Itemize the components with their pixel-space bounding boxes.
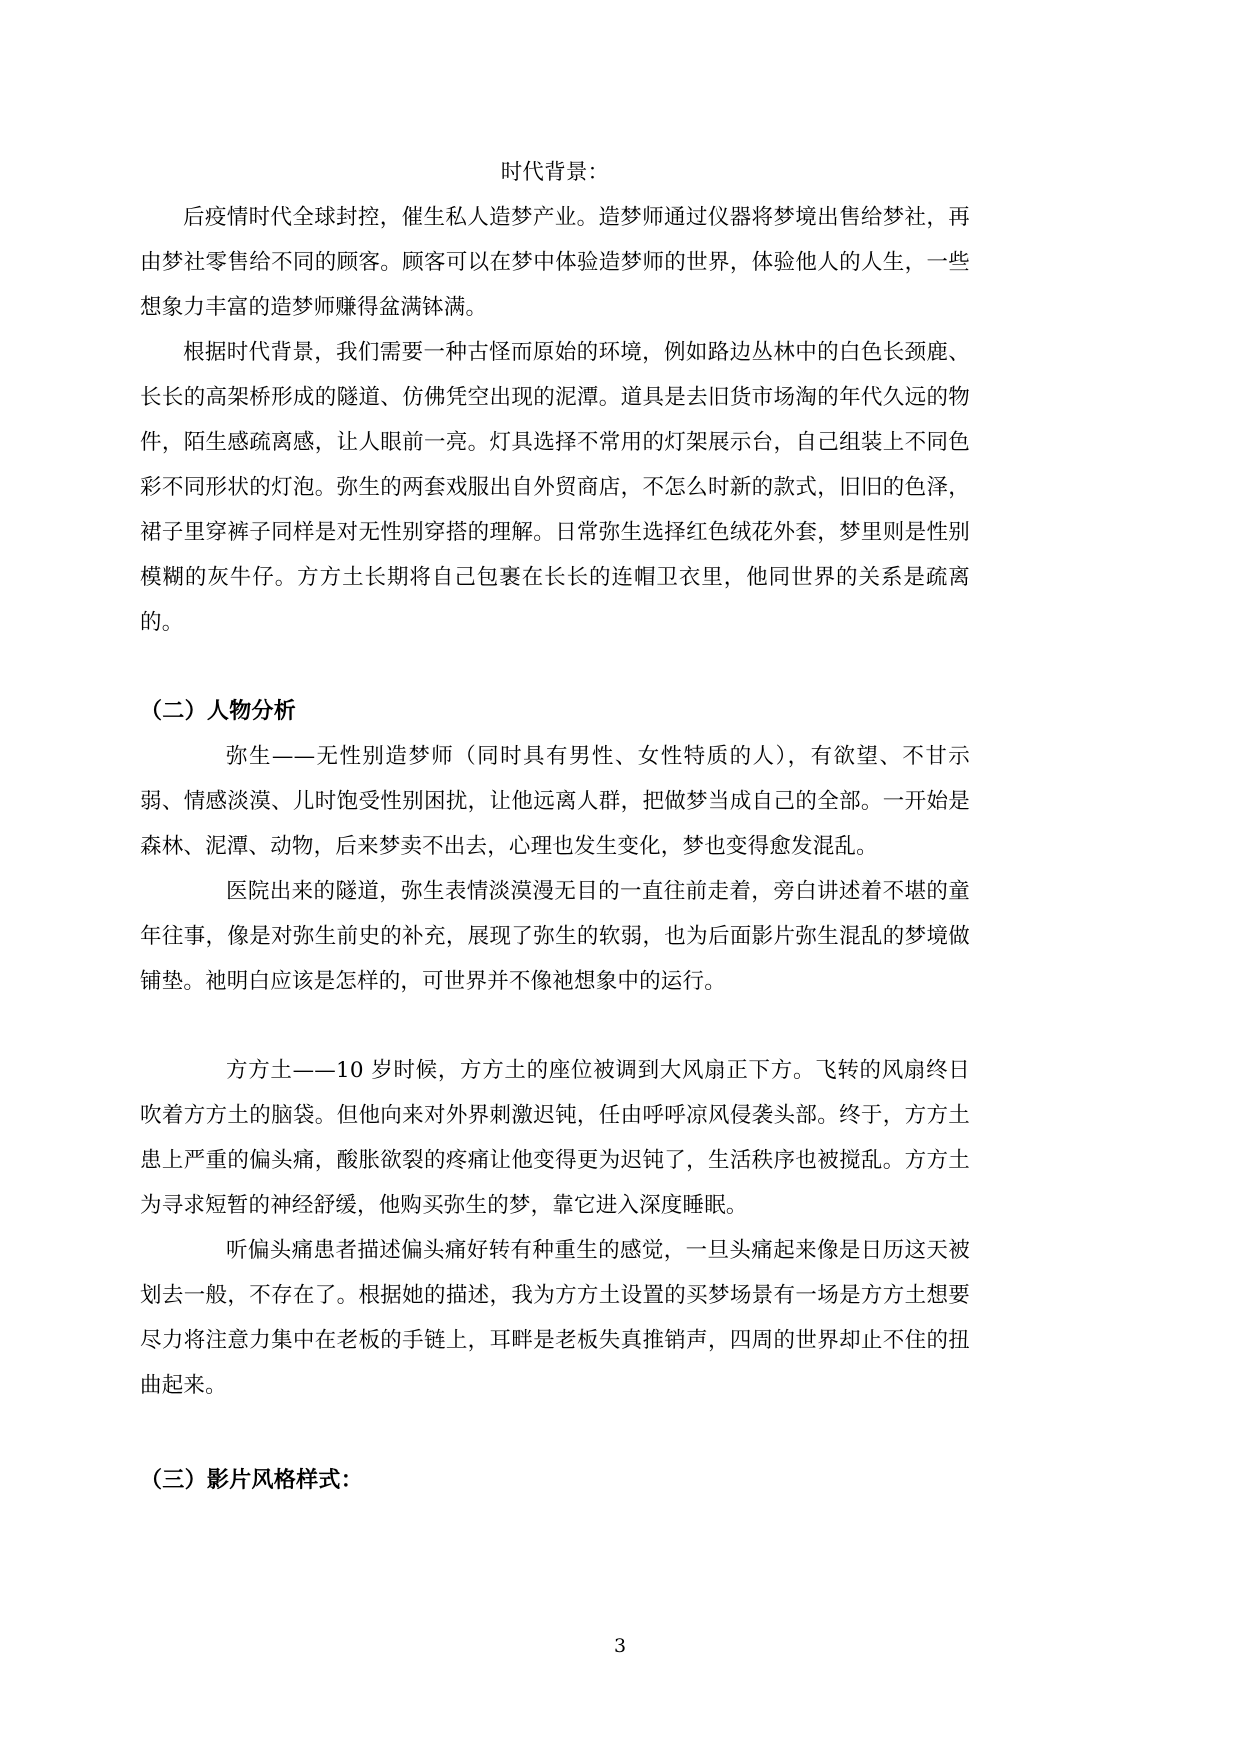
spacer-between-characters [140,1004,970,1048]
character-analysis-heading-block [140,689,970,734]
era-background-paragraph-1: 后疫情时代全球封控，催生私人造梦产业。造梦师通过仪器将梦境出售给梦社，再由梦社零售给不同的顾客。顾客可以在梦中体验造梦师的世界，体验他人的人生，一些想象力丰富的造梦师赚得盆满钵满。 [140,205,970,320]
era-background-paragraph-2: 根据时代背景，我们需要一种古怪而原始的环境，例如路边丛林中的白色长颈鹿、长长的高架桥形成的隧道、仿佛凭空出现的泥潭。道具是去旧货市场淘的年代久远的物件，陌生感疏离感，让人眼前一亮。灯具选择不常用的灯架展示台，自己组装上不同色彩不同形状的灯泡。弥生的两套戏服出自外贸商店，不怎么时新的款式，旧旧的色泽，裙子里穿裤子同样是对无性别穿搭的理解。日常弥生选择红色绒花外套，梦里则是性别模糊的灰牛仔。方方土长期将自己包裹在长长的连帽卫衣里，他同世界的关系是疏离的。 [140,340,970,635]
character-fangfangtu-paragraph-1: 方方土——10 岁时候，方方土的座位被调到大风扇正下方。飞转的风扇终日吹着方方土的脑袋。但他向来对外界刺激迟钝，任由呼呼凉风侵袭头部。终于，方方土患上严重的偏头痛，酸胀欲裂的疼痛让他变得更为迟钝了，生活秩序也被搅乱。方方土为寻求短暂的神经舒缓，他购买弥生的梦，靠它进入深度睡眠。 [140,1058,970,1218]
spacer-before-film-style-heading [140,1408,970,1458]
document-body [140,150,970,1503]
page-number: 3 [613,1635,627,1657]
character-mishen-paragraph-2: 医院出来的隧道，弥生表情淡漠漫无目的一直往前走着，旁白讲述着不堪的童年往事，像是对弥生前史的补充，展现了弥生的软弱，也为后面影片弥生混乱的梦境做铺垫。祂明白应该是怎样的，可世界并不像祂想象中的运行。 [140,879,970,994]
film-style-heading: （三）影片风格样式： [140,1467,364,1493]
era-background-title: 时代背景： [500,160,610,185]
character-fangfangtu-paragraph-2: 听偏头痛患者描述偏头痛好转有种重生的感觉，一旦头痛起来像是日历这天被划去一般，不存在了。根据她的描述，我为方方土设置的买梦场景有一场是方方土想要尽力将注意力集中在老板的手链上，耳畔是老板失真推销声，四周的世界却止不住的扭曲起来。 [140,1238,970,1398]
film-style-heading-block [140,1458,970,1503]
spacer-before-character-heading [140,645,970,689]
character-analysis-heading: （二）人物分析 [140,698,297,724]
character-mishen-paragraph-1: 弥生——无性别造梦师（同时具有男性、女性特质的人），有欲望、不甘示弱、情感淡漠、儿时饱受性别困扰，让他远离人群，把做梦当成自己的全部。一开始是森林、泥潭、动物，后来梦卖不出去，心理也发生变化，梦也变得愈发混乱。 [140,744,970,859]
